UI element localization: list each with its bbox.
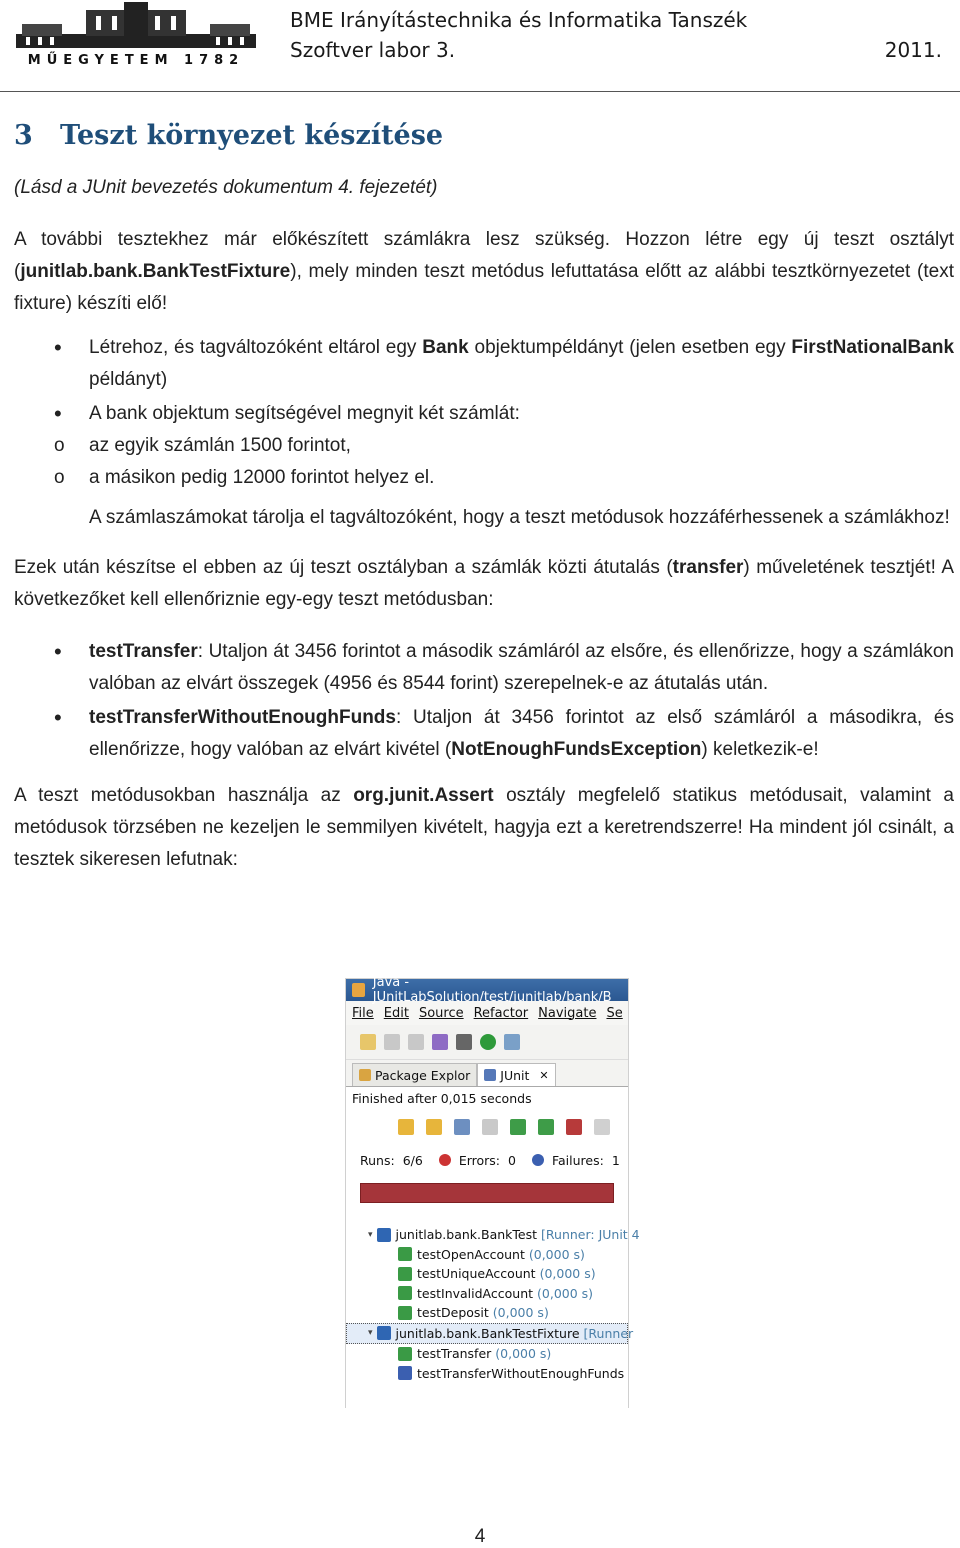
header-institute: BME Irányítástechnika és Informatika Tanszék bbox=[290, 8, 748, 32]
window-title: Java - JUnitLabSolution/test/junitlab/bank/B bbox=[372, 975, 612, 1005]
tree-node-test[interactable] bbox=[346, 1284, 628, 1304]
class-name: Bank bbox=[422, 337, 469, 358]
test-fail-icon bbox=[398, 1366, 412, 1380]
text-run: : Utaljon át 3456 forintot az első számláról a másodikra, és ellenőrizze, hogy valóban az elvárt kivétel ( bbox=[89, 707, 954, 760]
assert-paragraph bbox=[14, 780, 954, 876]
transfer-paragraph bbox=[14, 552, 954, 616]
test-method-list bbox=[14, 636, 954, 766]
test-pass-icon bbox=[398, 1247, 412, 1261]
method-name: transfer bbox=[672, 557, 744, 578]
java-icon bbox=[352, 983, 365, 997]
test-pass-icon bbox=[398, 1267, 412, 1281]
tab-label: Package Explor bbox=[375, 1067, 471, 1083]
runs-value: 6/6 bbox=[402, 1152, 423, 1168]
method-name: testTransfer bbox=[89, 641, 198, 662]
document-body bbox=[14, 112, 954, 888]
node-info: (0,000 s) bbox=[528, 1246, 585, 1262]
class-name: FirstNationalBank bbox=[791, 337, 955, 358]
class-name: org.junit.Assert bbox=[353, 785, 494, 806]
sub-list bbox=[14, 430, 954, 494]
junit-icon bbox=[484, 1069, 496, 1081]
header-year: 2011. bbox=[884, 38, 942, 62]
list-item bbox=[14, 636, 954, 700]
new-icon[interactable] bbox=[360, 1034, 376, 1050]
errors-value: 0 bbox=[508, 1152, 516, 1168]
eclipse-screenshot bbox=[345, 975, 640, 1408]
rerun-icon[interactable] bbox=[510, 1119, 526, 1135]
text-run: ) keletkezik-e! bbox=[701, 739, 819, 760]
node-label: testOpenAccount bbox=[417, 1246, 525, 1262]
node-label: testTransferWithoutEnoughFunds bbox=[417, 1365, 625, 1381]
junit-toolbar bbox=[346, 1109, 628, 1145]
node-label: testTransfer bbox=[417, 1346, 492, 1362]
university-logo bbox=[16, 2, 256, 66]
page-header bbox=[0, 0, 960, 94]
sub-list-item: o a másikon pedig 12000 forintot helyez el. bbox=[14, 462, 954, 494]
failure-icon bbox=[532, 1154, 544, 1166]
collapse-icon[interactable]: ▾ bbox=[368, 1328, 373, 1339]
scroll-lock-icon[interactable] bbox=[482, 1119, 498, 1135]
tree-node-test[interactable] bbox=[346, 1264, 628, 1284]
node-info: [Runner bbox=[583, 1325, 634, 1341]
failures-value: 1 bbox=[611, 1152, 620, 1168]
sub-list-item: o az egyik számlán 1500 forintot, bbox=[14, 430, 954, 462]
menu-navigate[interactable]: Navigate bbox=[538, 1005, 597, 1021]
main-toolbar bbox=[346, 1025, 628, 1060]
menu-source[interactable]: Source bbox=[418, 1005, 464, 1021]
test-pass-icon bbox=[398, 1347, 412, 1361]
svg-text:MŰEGYETEM 1782: MŰEGYETEM 1782 bbox=[27, 53, 245, 68]
tree-node-suite[interactable] bbox=[346, 1323, 634, 1345]
test-pass-icon bbox=[398, 1306, 412, 1320]
error-icon bbox=[439, 1154, 451, 1166]
text-run: : Utaljon át 3456 forintot a második számláról az elsőre, és ellenőrizze, hogy a számlákon valóban az elvárt összegek (4956 és 8544 forint) szerepelnek-e az átutalás után. bbox=[89, 641, 954, 694]
menu-edit[interactable]: Edit bbox=[383, 1005, 409, 1021]
indented-paragraph: A számlaszámokat tárolja el tagváltozóként, hogy a teszt metódusok hozzáférhessenek a számlákhoz! bbox=[89, 507, 950, 528]
reference-note: (Lásd a JUnit bevezetés dokumentum 4. fejezetét) bbox=[14, 177, 438, 198]
text-run: Létrehoz, és tagváltozóként eltárol egy bbox=[89, 337, 423, 358]
stop-icon[interactable] bbox=[566, 1119, 582, 1135]
fixture-list bbox=[14, 332, 954, 494]
failures-label: Failures: bbox=[551, 1152, 604, 1168]
text-run: objektumpéldányt (jelen esetben egy bbox=[468, 337, 792, 358]
run-icon[interactable] bbox=[480, 1034, 496, 1050]
test-counters bbox=[346, 1145, 628, 1175]
text-run: példányt) bbox=[89, 369, 168, 390]
window-titlebar bbox=[346, 975, 628, 1005]
tree-node-test[interactable] bbox=[346, 1364, 628, 1384]
save-icon[interactable] bbox=[384, 1034, 400, 1050]
header-course: Szoftver labor 3. bbox=[290, 38, 456, 62]
next-failure-icon[interactable] bbox=[398, 1119, 414, 1135]
print-icon[interactable] bbox=[408, 1034, 424, 1050]
tree-node-test[interactable] bbox=[346, 1344, 628, 1364]
test-suite-icon bbox=[377, 1326, 391, 1340]
section-number: 3 bbox=[14, 120, 33, 151]
build-icon[interactable] bbox=[432, 1034, 448, 1050]
tree-node-test[interactable] bbox=[346, 1303, 628, 1323]
menu-file[interactable]: File bbox=[352, 1005, 374, 1021]
page-number: 4 bbox=[474, 1526, 486, 1547]
tab-label: JUnit bbox=[500, 1067, 530, 1083]
debug-icon[interactable] bbox=[456, 1034, 472, 1050]
tab-junit[interactable] bbox=[477, 1063, 555, 1086]
previous-failure-icon[interactable] bbox=[426, 1119, 442, 1135]
header-divider bbox=[0, 91, 960, 92]
errors-label: Errors: bbox=[458, 1152, 501, 1168]
node-info: [Runner: JUnit 4 bbox=[541, 1227, 640, 1243]
section-heading bbox=[14, 112, 954, 160]
node-info: (0,000 s) bbox=[492, 1305, 549, 1321]
text-run: osztály megfelelő statikus metódusait, valamint a metódusok törzsében ne kezeljen le semmilyen kivételt, hagyja ezt a keretrendszerre! Ha mindent jól csinált, a tesztek sikeresen lefutnak: bbox=[14, 785, 954, 870]
text-run: A teszt metódusokban használja az bbox=[14, 785, 354, 806]
collapse-icon[interactable]: ▾ bbox=[368, 1229, 373, 1240]
section-title: Teszt környezet készítése bbox=[60, 120, 444, 151]
node-label: testInvalidAccount bbox=[417, 1285, 534, 1301]
test-tree bbox=[346, 1219, 640, 1435]
text-run: ), mely minden teszt metódus lefuttatása előtt az alábbi tesztkörnyezetet (text fixture) készíti elő! bbox=[14, 261, 954, 314]
package-icon bbox=[359, 1069, 371, 1081]
menu-search[interactable]: Se bbox=[606, 1005, 623, 1021]
class-name: junitlab.bank.BankTestFixture bbox=[20, 261, 291, 282]
rerun-failed-icon[interactable] bbox=[538, 1119, 554, 1135]
text-run: ) műveletének tesztjét! A következőket kell ellenőriznie egy-egy teszt metódusban: bbox=[14, 557, 954, 610]
node-label: junitlab.bank.BankTestFixture bbox=[395, 1325, 580, 1341]
text-run: A bank objektum segítségével megnyit két számlát: bbox=[89, 403, 520, 424]
exception-name: NotEnoughFundsException bbox=[451, 739, 702, 760]
test-suite-icon bbox=[377, 1228, 391, 1242]
node-info: (0,000 s) bbox=[539, 1266, 596, 1282]
list-item bbox=[14, 702, 954, 766]
test-result-bar bbox=[360, 1183, 614, 1203]
list-item bbox=[14, 398, 954, 494]
node-label: testUniqueAccount bbox=[417, 1266, 536, 1282]
node-info: (0,000 s) bbox=[537, 1285, 594, 1301]
node-info: (0,000 s) bbox=[495, 1346, 552, 1362]
menu-refactor[interactable]: Refactor bbox=[473, 1005, 529, 1021]
history-icon[interactable] bbox=[594, 1119, 610, 1135]
tree-node-suite[interactable] bbox=[346, 1225, 640, 1245]
list-item bbox=[14, 332, 954, 396]
show-failures-only-icon[interactable] bbox=[454, 1119, 470, 1135]
view-tabs bbox=[346, 1060, 628, 1087]
method-name: testTransferWithoutEnoughFunds bbox=[89, 707, 396, 728]
tree-node-test[interactable] bbox=[346, 1245, 628, 1265]
text-run: A további tesztekhez már előkészített számlákra lesz szükség. Hozzon létre egy új teszt osztályt ( bbox=[14, 229, 954, 282]
runs-label: Runs: bbox=[360, 1152, 395, 1168]
menu-bar bbox=[346, 1001, 628, 1025]
tab-package-explorer[interactable] bbox=[352, 1063, 477, 1086]
test-pass-icon bbox=[398, 1286, 412, 1300]
node-label: testDeposit bbox=[417, 1305, 489, 1321]
intro-paragraph bbox=[14, 224, 954, 320]
external-tools-icon[interactable] bbox=[504, 1034, 520, 1050]
node-label: junitlab.bank.BankTest bbox=[395, 1227, 538, 1243]
text-run: Ezek után készítse el ebben az új teszt osztályban a számlák közti átutalás ( bbox=[14, 557, 673, 578]
progress-area bbox=[346, 1175, 628, 1219]
close-icon[interactable]: ✕ bbox=[539, 1068, 549, 1082]
junit-status: Finished after 0,015 seconds bbox=[346, 1087, 628, 1109]
